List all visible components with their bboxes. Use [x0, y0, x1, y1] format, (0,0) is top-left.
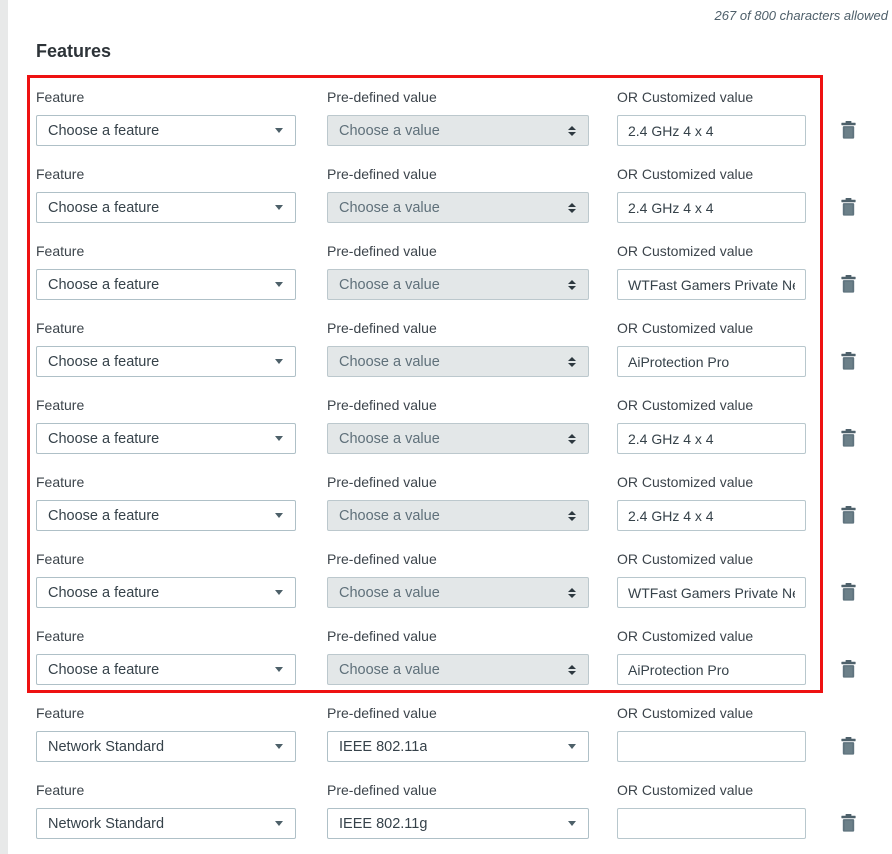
- predefined-label: Pre-defined value: [327, 705, 437, 721]
- predefined-label: Pre-defined value: [327, 474, 437, 490]
- triangle-down: [568, 363, 576, 367]
- feature-row: [36, 705, 892, 762]
- up-down-arrows-icon: [568, 434, 576, 444]
- feature-select[interactable]: [36, 423, 296, 454]
- up-down-arrows-icon: [568, 126, 576, 136]
- triangle-down: [568, 517, 576, 521]
- feature-field: [36, 166, 296, 223]
- customized-label: OR Customized value: [617, 243, 754, 259]
- feature-row: [36, 166, 892, 223]
- feature-field: [36, 705, 296, 762]
- feature-select-value: Choose a feature: [48, 122, 160, 139]
- customized-field: [617, 474, 806, 531]
- feature-field: [36, 397, 296, 454]
- delete-row-button[interactable]: [840, 583, 856, 601]
- predefined-select: [327, 346, 589, 377]
- delete-row-button[interactable]: [840, 429, 856, 447]
- feature-label: Feature: [36, 782, 85, 798]
- feature-select[interactable]: [36, 115, 296, 146]
- triangle-down: [568, 594, 576, 598]
- feature-field: [36, 243, 296, 300]
- customized-label: OR Customized value: [617, 628, 754, 644]
- predefined-select[interactable]: [327, 808, 589, 839]
- customized-value-input[interactable]: [617, 269, 806, 300]
- predefined-field: [327, 243, 589, 300]
- customized-label: OR Customized value: [617, 89, 754, 105]
- chevron-down-icon: [275, 128, 283, 133]
- feature-label: Feature: [36, 397, 85, 413]
- feature-rows: [36, 89, 892, 839]
- delete-row-button[interactable]: [840, 814, 856, 832]
- chevron-down-icon: [275, 667, 283, 672]
- predefined-label: Pre-defined value: [327, 320, 437, 336]
- feature-select-value: Choose a feature: [48, 353, 160, 370]
- feature-select-value: Network Standard: [48, 738, 165, 755]
- predefined-field: [327, 89, 589, 146]
- customized-value-input[interactable]: [617, 654, 806, 685]
- predefined-select-value: Choose a value: [339, 584, 440, 601]
- up-down-arrows-icon: [568, 665, 576, 675]
- customized-value-input[interactable]: [617, 423, 806, 454]
- predefined-label: Pre-defined value: [327, 782, 437, 798]
- up-down-arrows-icon: [568, 280, 576, 290]
- trash-icon: [841, 660, 856, 678]
- feature-select[interactable]: [36, 654, 296, 685]
- predefined-field: [327, 628, 589, 685]
- triangle-up: [568, 203, 576, 207]
- customized-field: [617, 782, 806, 839]
- customized-field: [617, 705, 806, 762]
- delete-row-button[interactable]: [840, 121, 856, 139]
- predefined-field: [327, 782, 589, 839]
- chevron-down-icon: [275, 513, 283, 518]
- feature-row: [36, 243, 892, 300]
- chevron-down-icon: [275, 821, 283, 826]
- feature-select[interactable]: [36, 500, 296, 531]
- predefined-select: [327, 192, 589, 223]
- feature-select-value: Choose a feature: [48, 507, 160, 524]
- triangle-down: [568, 671, 576, 675]
- triangle-up: [568, 126, 576, 130]
- triangle-down: [568, 209, 576, 213]
- predefined-field: [327, 320, 589, 377]
- customized-field: [617, 397, 806, 454]
- triangle-up: [568, 434, 576, 438]
- feature-field: [36, 551, 296, 608]
- predefined-select-value: Choose a value: [339, 507, 440, 524]
- section-title: Features: [36, 41, 112, 61]
- feature-row: [36, 782, 892, 839]
- feature-row: [36, 628, 892, 685]
- trash-icon: [841, 506, 856, 524]
- customized-label: OR Customized value: [617, 397, 754, 413]
- predefined-field: [327, 705, 589, 762]
- trash-icon: [841, 583, 856, 601]
- predefined-label: Pre-defined value: [327, 397, 437, 413]
- feature-select[interactable]: [36, 731, 296, 762]
- feature-select[interactable]: [36, 577, 296, 608]
- trash-icon: [841, 429, 856, 447]
- feature-select[interactable]: [36, 346, 296, 377]
- customized-field: [617, 320, 806, 377]
- feature-row: [36, 397, 892, 454]
- customized-field: [617, 89, 806, 146]
- feature-select-value: Choose a feature: [48, 199, 160, 216]
- customized-value-input[interactable]: [617, 115, 806, 146]
- up-down-arrows-icon: [568, 203, 576, 213]
- feature-field: [36, 89, 296, 146]
- feature-field: [36, 782, 296, 839]
- predefined-label: Pre-defined value: [327, 89, 437, 105]
- trash-icon: [841, 737, 856, 755]
- chevron-down-icon: [275, 590, 283, 595]
- character-counter: 267 of 800 characters allowed: [714, 8, 888, 23]
- predefined-label: Pre-defined value: [327, 243, 437, 259]
- trash-icon: [841, 275, 856, 293]
- feature-field: [36, 628, 296, 685]
- feature-label: Feature: [36, 474, 85, 490]
- predefined-select-value: Choose a value: [339, 122, 440, 139]
- customized-field: [617, 551, 806, 608]
- triangle-down: [568, 286, 576, 290]
- delete-row-button[interactable]: [840, 506, 856, 524]
- delete-row-button[interactable]: [840, 352, 856, 370]
- customized-value-input[interactable]: [617, 808, 806, 839]
- customized-value-input[interactable]: [617, 500, 806, 531]
- customized-label: OR Customized value: [617, 320, 754, 336]
- predefined-select-value: Choose a value: [339, 276, 440, 293]
- predefined-select-value: Choose a value: [339, 430, 440, 447]
- chevron-down-icon: [568, 821, 576, 826]
- customized-value-input[interactable]: [617, 346, 806, 377]
- delete-row-button[interactable]: [840, 660, 856, 678]
- customized-field: [617, 166, 806, 223]
- predefined-select-value: Choose a value: [339, 199, 440, 216]
- predefined-select: [327, 269, 589, 300]
- predefined-select-value: Choose a value: [339, 353, 440, 370]
- predefined-select-value: IEEE 802.11g: [339, 815, 428, 832]
- triangle-down: [568, 440, 576, 444]
- up-down-arrows-icon: [568, 588, 576, 598]
- customized-label: OR Customized value: [617, 782, 754, 798]
- predefined-field: [327, 397, 589, 454]
- delete-row-button[interactable]: [840, 198, 856, 216]
- up-down-arrows-icon: [568, 511, 576, 521]
- delete-row-button[interactable]: [840, 275, 856, 293]
- trash-icon: [841, 814, 856, 832]
- chevron-down-icon: [275, 205, 283, 210]
- feature-label: Feature: [36, 705, 85, 721]
- chevron-down-icon: [568, 744, 576, 749]
- predefined-select: [327, 423, 589, 454]
- triangle-up: [568, 588, 576, 592]
- feature-label: Feature: [36, 89, 85, 105]
- predefined-select-value: IEEE 802.11a: [339, 738, 428, 755]
- feature-select-value: Choose a feature: [48, 430, 160, 447]
- predefined-label: Pre-defined value: [327, 166, 437, 182]
- triangle-up: [568, 511, 576, 515]
- feature-row: [36, 89, 892, 146]
- feature-field: [36, 320, 296, 377]
- trash-icon: [841, 121, 856, 139]
- feature-label: Feature: [36, 628, 85, 644]
- feature-select[interactable]: [36, 192, 296, 223]
- trash-icon: [841, 198, 856, 216]
- customized-field: [617, 243, 806, 300]
- triangle-up: [568, 357, 576, 361]
- feature-select[interactable]: [36, 269, 296, 300]
- customized-value-input[interactable]: [617, 192, 806, 223]
- feature-label: Feature: [36, 243, 85, 259]
- triangle-up: [568, 665, 576, 669]
- feature-select-value: Choose a feature: [48, 584, 160, 601]
- chevron-down-icon: [275, 436, 283, 441]
- feature-select[interactable]: [36, 808, 296, 839]
- delete-row-button[interactable]: [840, 737, 856, 755]
- trash-icon: [841, 352, 856, 370]
- customized-field: [617, 628, 806, 685]
- customized-value-input[interactable]: [617, 731, 806, 762]
- chevron-down-icon: [275, 359, 283, 364]
- feature-label: Feature: [36, 166, 85, 182]
- predefined-label: Pre-defined value: [327, 628, 437, 644]
- feature-row: [36, 474, 892, 531]
- predefined-label: Pre-defined value: [327, 551, 437, 567]
- customized-label: OR Customized value: [617, 705, 754, 721]
- customized-label: OR Customized value: [617, 551, 754, 567]
- customized-label: OR Customized value: [617, 166, 754, 182]
- feature-row: [36, 551, 892, 608]
- predefined-select: [327, 115, 589, 146]
- predefined-select-value: Choose a value: [339, 661, 440, 678]
- chevron-down-icon: [275, 282, 283, 287]
- predefined-field: [327, 551, 589, 608]
- feature-label: Feature: [36, 320, 85, 336]
- predefined-select: [327, 500, 589, 531]
- customized-label: OR Customized value: [617, 474, 754, 490]
- predefined-select[interactable]: [327, 731, 589, 762]
- content-panel: [8, 0, 892, 854]
- predefined-select: [327, 654, 589, 685]
- predefined-field: [327, 166, 589, 223]
- feature-select-value: Choose a feature: [48, 661, 160, 678]
- triangle-down: [568, 132, 576, 136]
- feature-field: [36, 474, 296, 531]
- feature-label: Feature: [36, 551, 85, 567]
- predefined-field: [327, 474, 589, 531]
- feature-select-value: Network Standard: [48, 815, 165, 832]
- chevron-down-icon: [275, 744, 283, 749]
- triangle-up: [568, 280, 576, 284]
- customized-value-input[interactable]: [617, 577, 806, 608]
- predefined-select: [327, 577, 589, 608]
- feature-select-value: Choose a feature: [48, 276, 160, 293]
- up-down-arrows-icon: [568, 357, 576, 367]
- feature-row: [36, 320, 892, 377]
